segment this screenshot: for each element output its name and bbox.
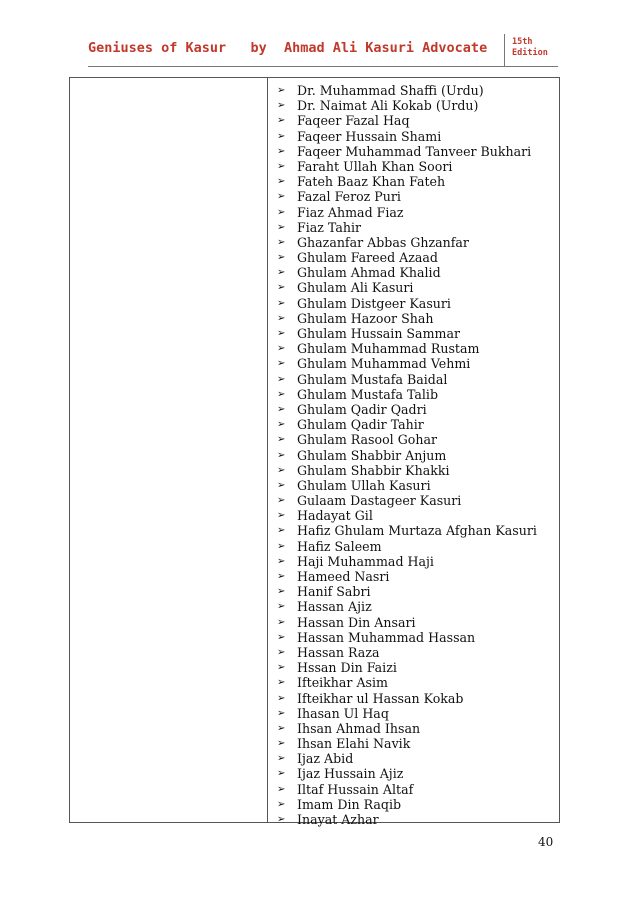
list-item-label: Hadayat Gil	[297, 508, 373, 524]
edition-box	[504, 34, 559, 66]
list-item	[277, 493, 537, 508]
list-item-label: Hassan Muhammad Hassan	[297, 629, 476, 645]
list-item-label: Hassan Din Ansari	[297, 614, 416, 630]
list-item-label: Ijaz Hussain Ajiz	[297, 766, 404, 782]
list-item-label: Ghulam Muhammad Rustam	[297, 341, 480, 357]
list-item-label: Ghulam Hussain Sammar	[297, 326, 460, 341]
names-list	[277, 83, 537, 827]
arrow-bullet-icon: ➢	[277, 100, 286, 112]
header-title-left: Geniuses of Kasur by	[88, 40, 267, 56]
list-item	[277, 387, 537, 402]
arrow-bullet-icon: ➢	[277, 722, 286, 734]
arrow-bullet-icon: ➢	[277, 252, 286, 264]
list-item-label: Ihsan Elahi Navik	[297, 736, 411, 752]
arrow-bullet-icon: ➢	[277, 358, 286, 370]
list-item-label: Ghulam Mustafa Talib	[297, 386, 439, 402]
list-item	[277, 478, 537, 493]
list-item-label: Ghulam Ullah Kasuri	[297, 477, 431, 493]
list-item-label: Ghulam Rasool Gohar	[297, 432, 437, 448]
list-item	[277, 508, 537, 523]
list-item	[277, 523, 537, 538]
list-item	[277, 812, 537, 827]
list-item	[277, 326, 537, 341]
list-item-label: Hafiz Ghulam Murtaza Afghan Kasuri	[297, 523, 537, 539]
arrow-bullet-icon: ➢	[277, 646, 286, 658]
arrow-bullet-icon: ➢	[277, 601, 286, 613]
arrow-bullet-icon: ➢	[277, 221, 286, 233]
list-item-label: Ifteikhar Asim	[297, 675, 388, 691]
arrow-bullet-icon: ➢	[277, 662, 286, 674]
list-item-label: Dr. Naimat Ali Kokab (Urdu)	[297, 98, 479, 114]
list-item	[277, 189, 537, 204]
arrow-bullet-icon: ➢	[277, 236, 286, 248]
list-item-label: Imam Din Raqib	[297, 796, 402, 812]
arrow-bullet-icon: ➢	[277, 479, 286, 491]
list-item	[277, 280, 537, 295]
list-item	[277, 797, 537, 812]
list-item-label: Ghulam Qadir Tahir	[297, 417, 424, 433]
arrow-bullet-icon: ➢	[277, 540, 286, 552]
column-divider	[267, 78, 268, 822]
list-item	[277, 721, 537, 736]
list-item	[277, 341, 537, 356]
list-item-label: Faraht Ullah Khan Soori	[297, 158, 453, 174]
arrow-bullet-icon: ➢	[277, 768, 286, 780]
list-item	[277, 113, 537, 128]
edition-word: Edition	[512, 48, 548, 58]
list-item-label: Ghulam Shabbir Anjum	[297, 447, 447, 463]
list-item-label: Iltaf Hussain Altaf	[297, 781, 414, 797]
arrow-bullet-icon: ➢	[277, 403, 286, 415]
list-item-label: Hassan Ajiz	[297, 599, 372, 615]
arrow-bullet-icon: ➢	[277, 297, 286, 309]
list-item	[277, 174, 537, 189]
arrow-bullet-icon: ➢	[277, 677, 286, 689]
list-item-label: Ghazanfar Abbas Ghzanfar	[297, 234, 469, 250]
list-item	[277, 265, 537, 280]
list-item-label: Ghulam Muhammad Vehmi	[297, 356, 471, 372]
list-item	[277, 129, 537, 144]
list-item-label: Dr. Muhammad Shaffi (Urdu)	[297, 83, 484, 98]
list-item-label: Gulaam Dastageer Kasuri	[297, 493, 462, 509]
arrow-bullet-icon: ➢	[277, 388, 286, 400]
list-item	[277, 584, 537, 599]
edition-label	[512, 37, 548, 59]
list-item-label: Ifteikhar ul Hassan Kokab	[297, 690, 464, 706]
list-item	[277, 356, 537, 371]
arrow-bullet-icon: ➢	[277, 206, 286, 218]
list-item	[277, 782, 537, 797]
arrow-bullet-icon: ➢	[277, 495, 286, 507]
list-item	[277, 83, 537, 98]
list-item-label: Haji Muhammad Haji	[297, 553, 434, 569]
list-item-label: Fiaz Tahir	[297, 219, 362, 235]
list-item-label: Ijaz Abid	[297, 751, 354, 767]
list-item	[277, 205, 537, 220]
list-item-label: Inayat Azhar	[297, 812, 379, 827]
list-item	[277, 630, 537, 645]
list-item-label: Ghulam Fareed Azaad	[297, 250, 438, 266]
list-item-label: Ghulam Shabbir Khakki	[297, 462, 450, 478]
list-item-label: Ghulam Ali Kasuri	[297, 280, 414, 296]
header-title-right: Ahmad Ali Kasuri Advocate	[284, 40, 488, 56]
arrow-bullet-icon: ➢	[277, 814, 286, 825]
list-item-label: Ghulam Mustafa Baidal	[297, 371, 448, 387]
arrow-bullet-icon: ➢	[277, 631, 286, 643]
list-item	[277, 159, 537, 174]
arrow-bullet-icon: ➢	[277, 160, 286, 172]
arrow-bullet-icon: ➢	[277, 510, 286, 522]
arrow-bullet-icon: ➢	[277, 525, 286, 537]
arrow-bullet-icon: ➢	[277, 798, 286, 810]
list-item	[277, 220, 537, 235]
list-item	[277, 645, 537, 660]
arrow-bullet-icon: ➢	[277, 267, 286, 279]
list-item-label: Ihasan Ul Haq	[297, 705, 389, 721]
arrow-bullet-icon: ➢	[277, 571, 286, 582]
list-item	[277, 98, 537, 113]
list-item-label: Hafiz Saleem	[297, 538, 382, 554]
list-item	[277, 372, 537, 387]
arrow-bullet-icon: ➢	[277, 282, 286, 294]
list-item	[277, 675, 537, 690]
list-item	[277, 402, 537, 417]
arrow-bullet-icon: ➢	[277, 191, 286, 203]
list-item	[277, 599, 537, 614]
arrow-bullet-icon: ➢	[277, 373, 286, 385]
list-item	[277, 554, 537, 569]
arrow-bullet-icon: ➢	[277, 707, 286, 719]
list-item	[277, 250, 537, 265]
list-item	[277, 235, 537, 250]
page-header	[88, 36, 558, 67]
list-item-label: Faqeer Hussain Shami	[297, 128, 442, 144]
arrow-bullet-icon: ➢	[277, 85, 286, 96]
arrow-bullet-icon: ➢	[277, 328, 286, 339]
names-table	[69, 77, 560, 827]
list-item-label: Faqeer Muhammad Tanveer Bukhari	[297, 143, 532, 159]
arrow-bullet-icon: ➢	[277, 586, 286, 598]
arrow-bullet-icon: ➢	[277, 312, 286, 324]
arrow-bullet-icon: ➢	[277, 145, 286, 157]
list-item-label: Fateh Baaz Khan Fateh	[297, 174, 446, 190]
list-item-label: Ghulam Ahmad Khalid	[297, 265, 441, 281]
list-item	[277, 539, 537, 554]
arrow-bullet-icon: ➢	[277, 115, 286, 127]
list-item	[277, 144, 537, 159]
page-number: 40	[538, 835, 554, 849]
arrow-bullet-icon: ➢	[277, 692, 286, 704]
list-item-label: Hassan Raza	[297, 644, 380, 660]
arrow-bullet-icon: ➢	[277, 783, 286, 795]
list-item	[277, 296, 537, 311]
list-item-label: Fiaz Ahmad Fiaz	[297, 204, 404, 220]
list-item	[277, 751, 537, 766]
arrow-bullet-icon: ➢	[277, 753, 286, 765]
arrow-bullet-icon: ➢	[277, 616, 286, 628]
list-item	[277, 615, 537, 630]
list-item-label: Hameed Nasri	[297, 569, 390, 584]
list-item-label: Faqeer Fazal Haq	[297, 113, 410, 129]
arrow-bullet-icon: ➢	[277, 434, 286, 446]
list-item	[277, 448, 537, 463]
arrow-bullet-icon: ➢	[277, 555, 286, 567]
list-item	[277, 660, 537, 675]
list-item-label: Ghulam Qadir Qadri	[297, 401, 427, 417]
list-item	[277, 311, 537, 326]
list-item	[277, 463, 537, 478]
edition-number: 15th	[512, 37, 533, 47]
arrow-bullet-icon: ➢	[277, 343, 286, 355]
arrow-bullet-icon: ➢	[277, 449, 286, 461]
list-item	[277, 569, 537, 584]
list-item-label: Ihsan Ahmad Ihsan	[297, 720, 421, 736]
list-item-label: Fazal Feroz Puri	[297, 189, 401, 205]
list-item	[277, 432, 537, 447]
arrow-bullet-icon: ➢	[277, 176, 286, 188]
arrow-bullet-icon: ➢	[277, 464, 286, 476]
list-item	[277, 736, 537, 751]
list-item	[277, 706, 537, 721]
arrow-bullet-icon: ➢	[277, 419, 286, 431]
arrow-bullet-icon: ➢	[277, 130, 286, 142]
arrow-bullet-icon: ➢	[277, 738, 286, 750]
list-item-label: Ghulam Hazoor Shah	[297, 310, 434, 326]
list-item	[277, 691, 537, 706]
list-item-label: Hanif Sabri	[297, 584, 371, 600]
list-item-label: Ghulam Distgeer Kasuri	[297, 295, 451, 311]
list-item	[277, 766, 537, 781]
list-item-label: Hssan Din Faizi	[297, 660, 397, 676]
list-item	[277, 417, 537, 432]
